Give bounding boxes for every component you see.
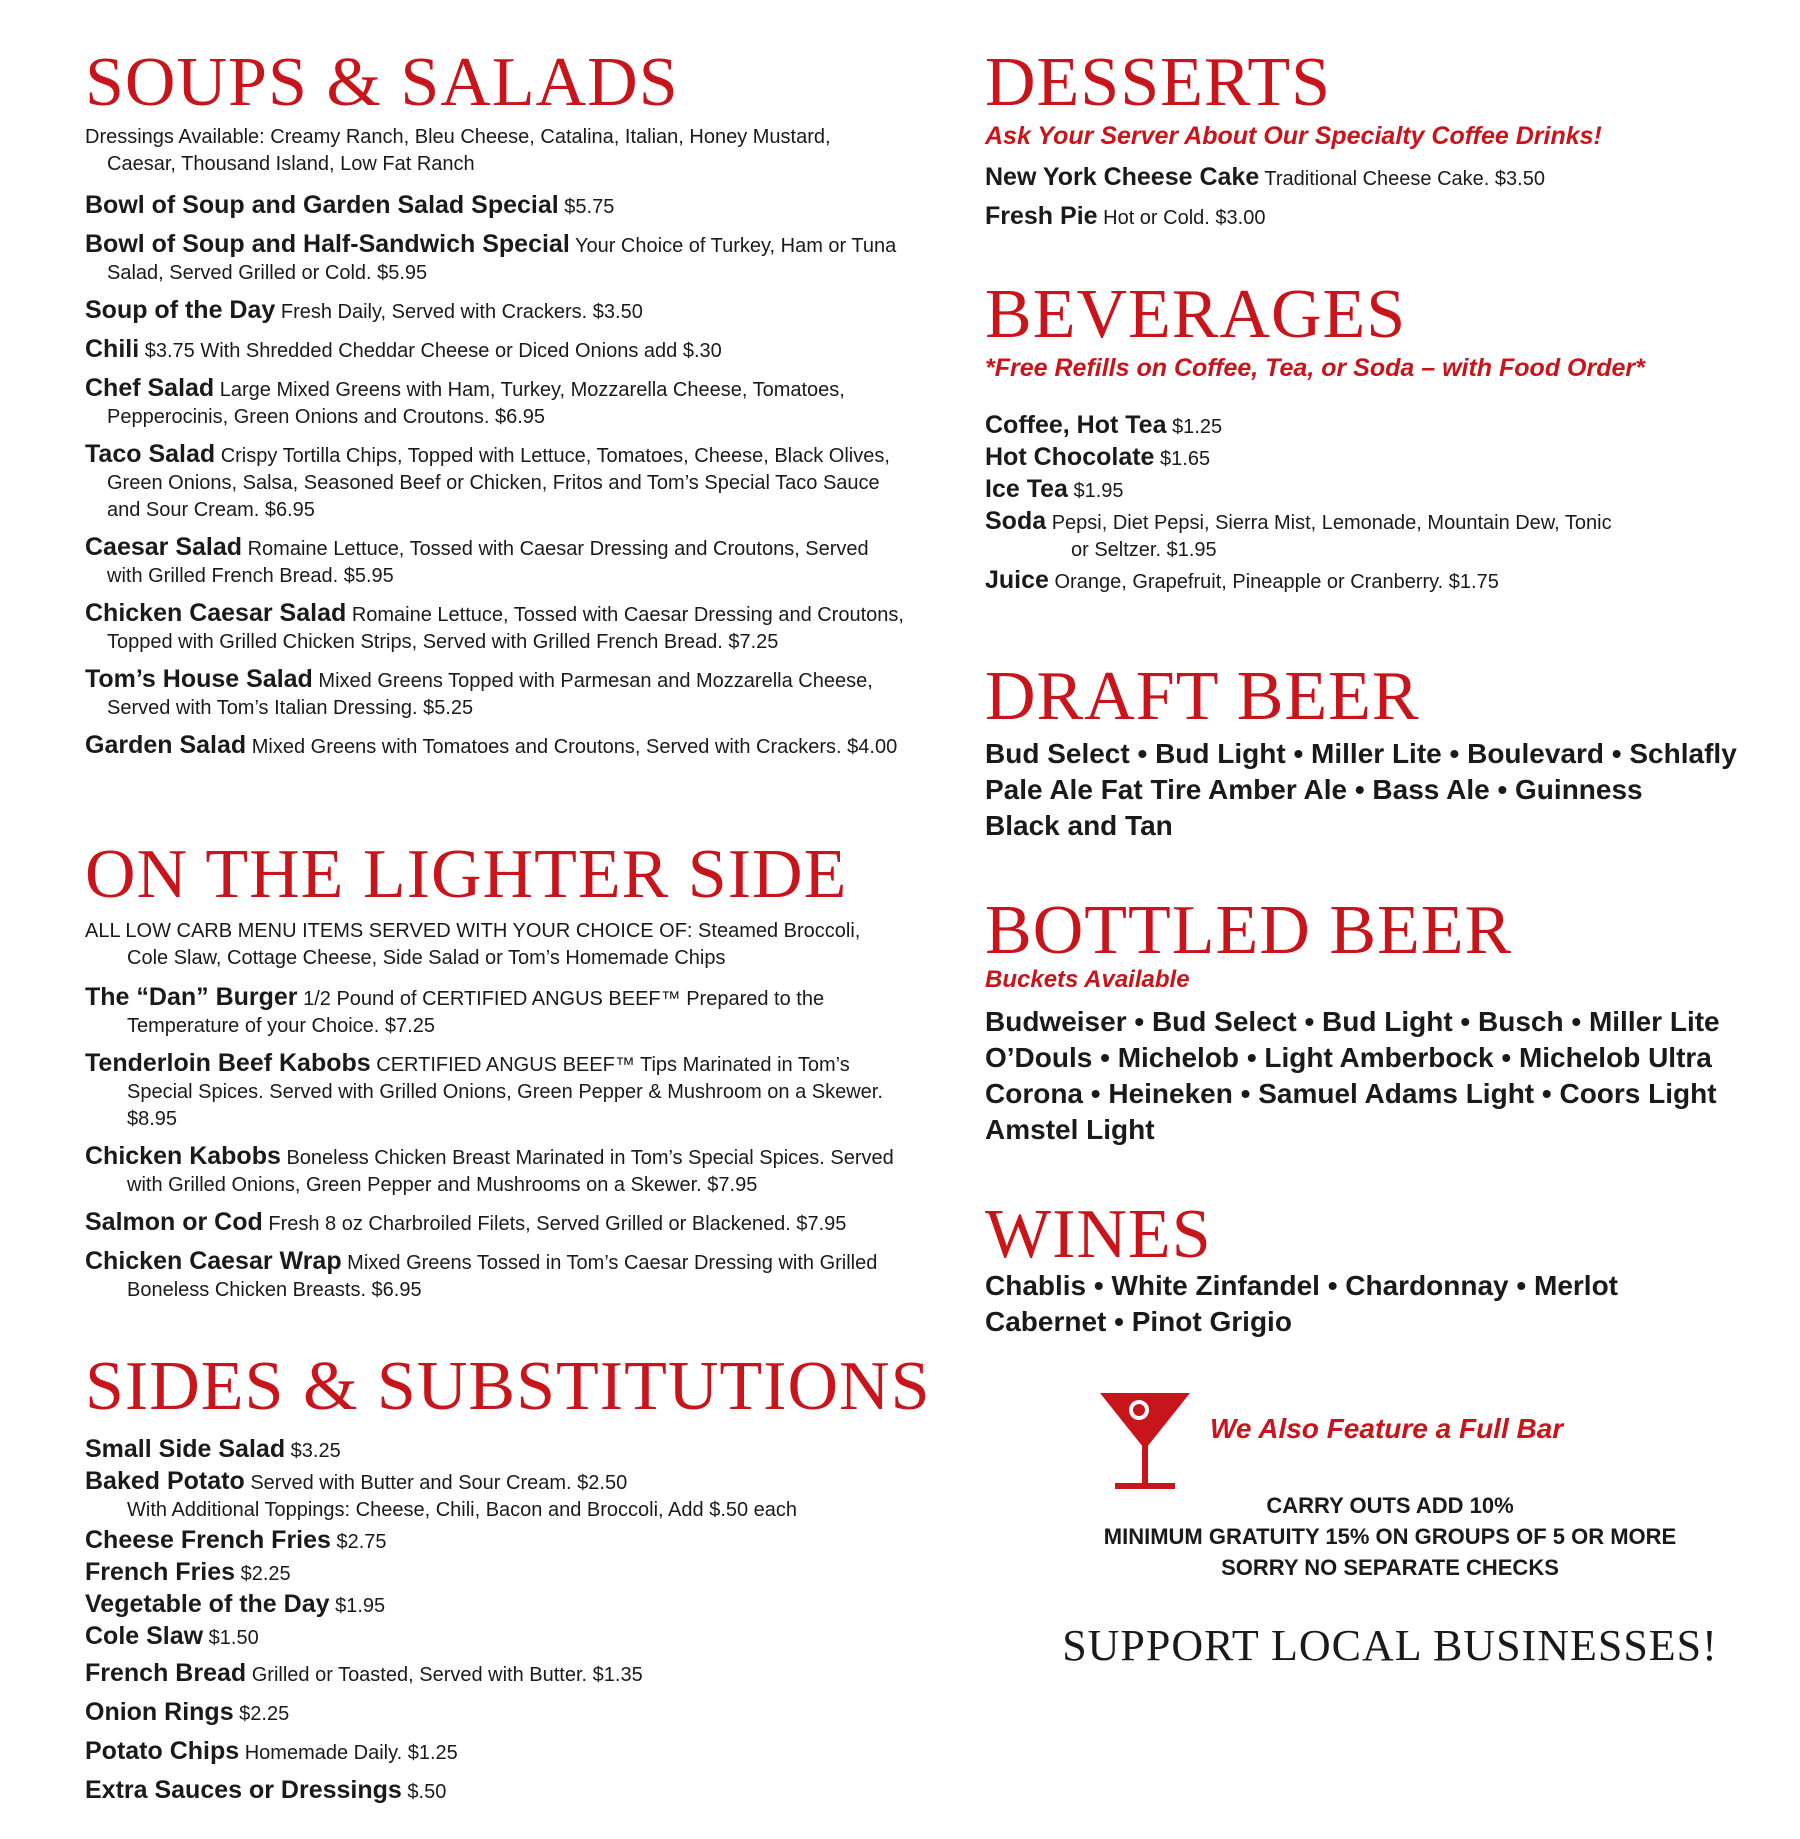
menu-item [85,732,905,761]
item-name: Ice Tea [985,475,1068,503]
desserts-section [985,44,1775,242]
soups-salads-section [85,44,905,771]
menu-item [85,1248,905,1304]
item-desc: $.50 [407,1781,447,1803]
item-name: Garden Salad [85,731,247,759]
item-name: Cole Slaw [85,1622,204,1650]
draft-beer-section [985,658,1775,844]
menu-item [85,1591,905,1620]
soups-salads-heading: SOUPS & SALADS [85,44,679,121]
menu-item [85,231,905,287]
item-name: Soda [985,507,1047,535]
policy-line: SORRY NO SEPARATE CHECKS [1221,1555,1559,1580]
specialty-coffee-note: Ask Your Server About Our Specialty Coffee Drinks! [985,122,1602,150]
item-desc: 1/2 Pound of CERTIFIED ANGUS BEEF™ Prepared to the Temperature of your Choice. $7.25 [127,988,825,1037]
menu-item [85,1738,905,1767]
item-desc: $2.25 [240,1563,291,1585]
baked-potato-toppings: With Additional Toppings: Cheese, Chili, Bacon and Broccoli, Add $.50 each [127,1499,798,1521]
beverages-section [985,276,1775,599]
item-desc: Mixed Greens Tossed in Tom’s Caesar Dressing with Grilled Boneless Chicken Breasts. $6.95 [127,1252,878,1301]
draft-beer-line: Black and Tan [985,810,1173,841]
menu-item [85,1468,905,1497]
item-desc: Romaine Lettuce, Tossed with Caesar Dressing and Croutons, Served with Grilled French Bread. $5.95 [107,538,869,587]
draft-beer-line: Bud Select • Bud Light • Miller Lite • Boulevard • Schlafly [985,738,1737,769]
item-name: Chili [85,335,140,363]
item-desc: CERTIFIED ANGUS BEEF™ Tips Marinated in Tom’s Special Spices. Served with Grilled Onions, Green Pepper & Mushroom on a Skewer. $8.95 [127,1054,883,1130]
menu-item [85,336,905,365]
bottled-beer-line: Amstel Light [985,1114,1155,1145]
item-desc: Grilled or Toasted, Served with Butter. $1.35 [251,1664,643,1686]
draft-beer-line: Pale Ale Fat Tire Amber Ale • Bass Ale • Guinness [985,774,1643,805]
item-name: Chicken Caesar Wrap [85,1247,342,1275]
item-name: Chicken Caesar Salad [85,599,347,627]
support-local-banner: SUPPORT LOCAL BUSINESSES! [1062,1621,1718,1670]
buckets-note: Buckets Available [985,966,1190,993]
item-desc: $1.65 [1160,448,1211,470]
item-desc: $1.50 [208,1627,259,1649]
item-desc: Homemade Daily. $1.25 [244,1742,458,1764]
policy-line: MINIMUM GRATUITY 15% ON GROUPS OF 5 OR MORE [1103,1524,1677,1549]
wines-section [985,1196,1775,1340]
bottled-beer-heading: BOTTLED BEER [985,892,1513,969]
item-name: Vegetable of the Day [85,1590,330,1618]
menu-item [85,375,905,431]
item-desc: Hot or Cold. $3.00 [1103,207,1266,229]
menu-item [85,984,905,1040]
item-desc: $1.95 [1073,480,1124,502]
item-desc: Served with Butter and Sour Cream. $2.50 [250,1472,628,1494]
item-desc: Mixed Greens with Tomatoes and Croutons, Served with Crackers. $4.00 [251,736,898,758]
menu-item [85,666,905,722]
item-desc: $1.25 [1172,416,1223,438]
item-desc: Crispy Tortilla Chips, Topped with Lettuce, Tomatoes, Cheese, Black Olives, Green Onions, Salsa, Seasoned Beef or Chicken, Fritos and Tom’s Special Taco Sauce and Sour Cream. $6.95 [107,445,890,521]
menu-item [85,534,905,590]
item-name: French Fries [85,1558,236,1586]
bottled-beer-section [985,892,1775,1148]
item-name: Chef Salad [85,374,215,402]
wines-line: Cabernet • Pinot Grigio [985,1306,1292,1337]
item-name: Baked Potato [85,1467,245,1495]
item-desc: Your Choice of Turkey, Ham or Tuna Salad, Served Grilled or Cold. $5.95 [107,235,897,284]
item-name: Soup of the Day [85,296,276,324]
bottled-beer-line: Budweiser • Bud Select • Bud Light • Busch • Miller Lite [985,1006,1720,1037]
item-desc: Romaine Lettuce, Tossed with Caesar Dressing and Croutons, Topped with Grilled Chicken Strips, Served with Grilled French Bread. $7.25 [107,604,904,653]
item-desc: $2.25 [239,1703,290,1725]
full-bar-text: We Also Feature a Full Bar [1210,1413,1564,1444]
low-carb-note: ALL LOW CARB MENU ITEMS SERVED WITH YOUR CHOICE OF: Steamed Broccoli, Cole Slaw, Cottage Cheese, Side Salad or Tom’s Homemade Chips [85,920,861,969]
lighter-side-heading: ON THE LIGHTER SIDE [85,836,848,913]
item-name: Coffee, Hot Tea [985,411,1167,439]
item-desc: $1.95 [335,1595,386,1617]
menu-item [85,1559,905,1588]
item-name: Hot Chocolate [985,443,1155,471]
wines-heading: WINES [985,1196,1212,1273]
item-name: Bowl of Soup and Half-Sandwich Special [85,230,570,258]
menu-item [985,412,1775,441]
menu-item [985,203,1775,232]
menu-item [85,192,905,221]
item-name: New York Cheese Cake [985,163,1260,191]
menu-item [85,441,905,524]
item-desc: $3.25 [290,1440,341,1462]
item-desc: Boneless Chicken Breast Marinated in Tom’s Special Spices. Served with Grilled Onions, Green Pepper and Mushrooms on a Skewer. $7.95 [127,1147,894,1196]
item-desc: Fresh 8 oz Charbroiled Filets, Served Grilled or Blackened. $7.95 [268,1213,847,1235]
item-desc: Large Mixed Greens with Ham, Turkey, Mozzarella Cheese, Tomatoes, Pepperocinis, Green Onions and Croutons. $6.95 [107,379,845,428]
menu-item [85,1050,905,1133]
policy-line: CARRY OUTS ADD 10% [1266,1493,1514,1518]
menu-item [85,1699,905,1728]
sides-section [85,1348,931,1816]
item-name: The “Dan” Burger [85,983,298,1011]
item-name: Fresh Pie [985,202,1098,230]
free-refills-note: *Free Refills on Coffee, Tea, or Soda – with Food Order* [985,354,1645,382]
wines-line: Chablis • White Zinfandel • Chardonnay • Merlot [985,1270,1618,1301]
item-name: Caesar Salad [85,533,243,561]
item-desc: Mixed Greens Topped with Parmesan and Mozzarella Cheese, Served with Tom’s Italian Dressing. $5.25 [107,670,873,719]
item-desc: Pepsi, Diet Pepsi, Sierra Mist, Lemonade, Mountain Dew, Tonic or Seltzer. $1.95 [1051,512,1612,561]
dressings-note: Dressings Available: Creamy Ranch, Bleu Cheese, Catalina, Italian, Honey Mustard, Caesar, Thousand Island, Low Fat Ranch [85,126,831,175]
item-desc: $5.75 [564,196,615,218]
menu-item [85,600,905,656]
menu-item [85,1777,905,1806]
item-name: Tenderloin Beef Kabobs [85,1049,371,1077]
menu-item [985,444,1775,473]
draft-beer-heading: DRAFT BEER [985,658,1420,735]
policies [1040,1490,1740,1583]
desserts-heading: DESSERTS [985,44,1332,121]
sides-heading: SIDES & SUBSTITUTIONS [85,1348,931,1425]
item-name: Cheese French Fries [85,1526,331,1554]
item-desc: $2.75 [336,1531,387,1553]
item-desc: Orange, Grapefruit, Pineapple or Cranberry. $1.75 [1054,571,1499,593]
lighter-side-section [85,836,905,1314]
item-name: Small Side Salad [85,1435,286,1463]
item-name: Taco Salad [85,440,216,468]
menu-item [985,508,1625,564]
item-name: Potato Chips [85,1737,240,1765]
item-name: Extra Sauces or Dressings [85,1776,402,1804]
martini-glass-icon [1095,1385,1195,1495]
menu-item [985,476,1775,505]
beverages-heading: BEVERAGES [985,276,1407,353]
item-desc: Traditional Cheese Cake. $3.50 [1264,168,1545,190]
item-desc: $3.75 With Shredded Cheddar Cheese or Diced Onions add $.30 [144,340,722,362]
menu-item [85,1660,905,1689]
item-name: Chicken Kabobs [85,1142,281,1170]
menu-item [85,1143,905,1199]
menu-item [85,1527,905,1556]
menu-item [85,1623,905,1652]
item-name: Salmon or Cod [85,1208,263,1236]
item-name: Bowl of Soup and Garden Salad Special [85,191,559,219]
menu-item [85,1209,905,1238]
item-name: French Bread [85,1659,247,1687]
item-name: Juice [985,566,1049,594]
menu-item [985,164,1775,193]
menu-item [985,567,1775,596]
full-bar-feature [1095,1385,1695,1495]
item-name: Tom’s House Salad [85,665,313,693]
menu-item [85,297,905,326]
item-name: Onion Rings [85,1698,234,1726]
item-desc: Fresh Daily, Served with Crackers. $3.50 [280,301,643,323]
bottled-beer-line: O’Douls • Michelob • Light Amberbock • Michelob Ultra [985,1042,1712,1073]
menu-item [85,1436,905,1465]
bottled-beer-line: Corona • Heineken • Samuel Adams Light • Coors Light [985,1078,1717,1109]
